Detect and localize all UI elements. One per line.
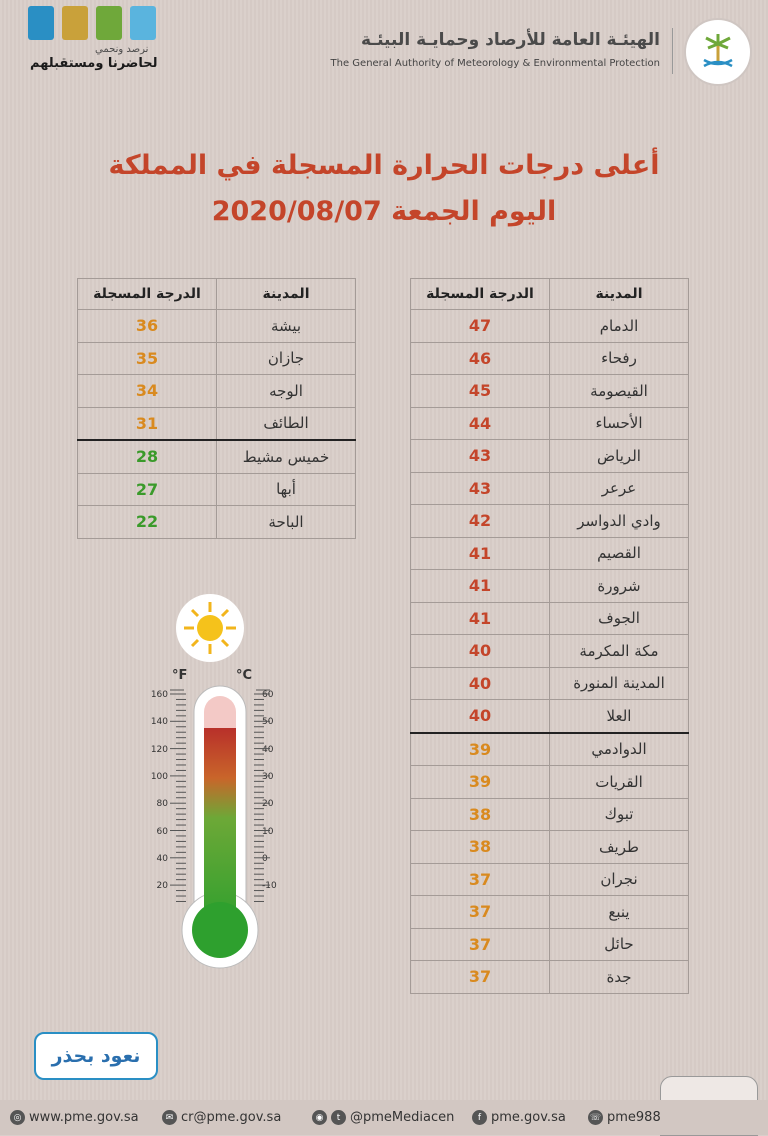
temp-column-header: الدرجة المسجلة: [411, 279, 550, 310]
temperature-cell: 44: [411, 407, 550, 440]
city-cell: شرورة: [550, 570, 689, 603]
temperature-cell: 38: [411, 798, 550, 831]
website-link[interactable]: www.pme.gov.sa: [29, 1110, 139, 1125]
wind-badge-icon: [130, 6, 156, 40]
header: [0, 0, 768, 100]
temperature-cell: 37: [411, 863, 550, 896]
table-row: [411, 310, 689, 343]
facebook-link[interactable]: pme.gov.sa: [491, 1110, 566, 1125]
temperature-cell: 22: [78, 506, 217, 539]
table-row: [78, 407, 356, 440]
temperature-cell: 38: [411, 831, 550, 864]
table-row: [411, 537, 689, 570]
table-row: [411, 798, 689, 831]
table-row: [411, 635, 689, 668]
temperature-cell: 43: [411, 440, 550, 473]
city-cell: طريف: [550, 831, 689, 864]
scale-tick-label: 30: [262, 771, 274, 782]
footer-social[interactable]: [312, 1110, 454, 1125]
page-title: أعلى درجات الحرارة المسجلة في المملكة: [108, 150, 660, 181]
temperature-cell: 39: [411, 733, 550, 766]
slogan-small: نرصد ونحمي: [95, 44, 149, 55]
scale-tick-label: 40: [156, 853, 168, 864]
city-cell: أبها: [217, 473, 356, 506]
mail-icon: ✉: [162, 1110, 177, 1125]
headset-icon: ☏: [588, 1110, 603, 1125]
table-row: [411, 863, 689, 896]
city-column-header: المدينة: [217, 279, 356, 310]
table-row: [411, 667, 689, 700]
page-date: اليوم الجمعة 2020/08/07: [211, 196, 557, 227]
temperature-cell: 31: [78, 407, 217, 440]
footer: [0, 1100, 768, 1135]
city-cell: رفحاء: [550, 342, 689, 375]
right-temperature-table: [410, 278, 689, 994]
table-row: [78, 506, 356, 539]
table-row: [411, 570, 689, 603]
table-row: [411, 472, 689, 505]
city-cell: القريات: [550, 766, 689, 799]
temperature-cell: 47: [411, 310, 550, 343]
table-row: [78, 440, 356, 473]
city-cell: تبوك: [550, 798, 689, 831]
table-row: [411, 928, 689, 961]
temperature-cell: 37: [411, 961, 550, 994]
email-link[interactable]: cr@pme.gov.sa: [181, 1110, 282, 1125]
thermometer-icon: [150, 668, 290, 978]
city-cell: الدوادمي: [550, 733, 689, 766]
table-row: [78, 375, 356, 408]
temperature-cell: 41: [411, 570, 550, 603]
scale-tick-label: 120: [150, 744, 168, 755]
sun-icon: [176, 594, 244, 662]
table-row: [411, 602, 689, 635]
water-badge-icon: [28, 6, 54, 40]
scale-tick-label: 50: [262, 717, 274, 728]
temperature-cell: 35: [78, 342, 217, 375]
scale-tick-label: -10: [262, 881, 277, 892]
temperature-cell: 46: [411, 342, 550, 375]
city-cell: الرياض: [550, 440, 689, 473]
city-cell: الباحة: [217, 506, 356, 539]
city-cell: القيصومة: [550, 375, 689, 408]
city-cell: جازان: [217, 342, 356, 375]
footer-phone[interactable]: [588, 1110, 661, 1125]
city-cell: الجوف: [550, 602, 689, 635]
temperature-cell: 27: [78, 473, 217, 506]
table-row: [78, 342, 356, 375]
temperature-cell: 40: [411, 635, 550, 668]
table-row: [411, 375, 689, 408]
city-cell: المدينة المنورة: [550, 667, 689, 700]
temperature-cell: 45: [411, 375, 550, 408]
table-row: [411, 505, 689, 538]
left-temperature-table: [77, 278, 356, 539]
social-handle[interactable]: @pmeMediacen: [350, 1110, 455, 1125]
temperature-cell: 43: [411, 472, 550, 505]
temperature-cell: 42: [411, 505, 550, 538]
temperature-cell: 41: [411, 537, 550, 570]
scale-tick-label: 140: [150, 717, 168, 728]
scale-tick-label: 20: [156, 881, 168, 892]
temperature-cell: 37: [411, 928, 550, 961]
city-cell: خميس مشيط: [217, 440, 356, 473]
scale-tick-label: 100: [150, 771, 168, 782]
city-cell: العلا: [550, 700, 689, 733]
city-cell: الطائف: [217, 407, 356, 440]
city-cell: الوجه: [217, 375, 356, 408]
table-row: [411, 896, 689, 929]
slogan-big: لحاضرنا ومستقبلهم: [30, 56, 158, 71]
temperature-cell: 36: [78, 310, 217, 343]
fahrenheit-label: °F: [172, 668, 188, 683]
footer-email[interactable]: [162, 1110, 281, 1125]
city-cell: الدمام: [550, 310, 689, 343]
table-row: [78, 310, 356, 343]
table-row: [411, 831, 689, 864]
instagram-icon: ◉: [312, 1110, 327, 1125]
scale-tick-label: 0: [262, 853, 268, 864]
table-row: [411, 342, 689, 375]
celsius-label: °C: [236, 668, 253, 683]
footer-website[interactable]: [10, 1110, 139, 1125]
campaign-logo: نعود بحذر: [34, 1032, 158, 1080]
temperature-cell: 40: [411, 667, 550, 700]
header-divider: [672, 28, 673, 74]
city-cell: جدة: [550, 961, 689, 994]
city-cell: وادي الدواسر: [550, 505, 689, 538]
scale-tick-label: 20: [262, 799, 274, 810]
city-cell: الأحساء: [550, 407, 689, 440]
temperature-cell: 39: [411, 766, 550, 799]
plant-badge-icon: [96, 6, 122, 40]
table-row: [411, 407, 689, 440]
temperature-cell: 41: [411, 602, 550, 635]
globe-icon: ◎: [10, 1110, 25, 1125]
scale-tick-label: 60: [262, 690, 274, 700]
table-row: [411, 733, 689, 766]
footer-facebook[interactable]: [472, 1110, 566, 1125]
scale-tick-label: 160: [150, 690, 168, 700]
palm-swords-emblem-icon: [684, 18, 752, 86]
city-cell: مكة المكرمة: [550, 635, 689, 668]
twitter-icon: t: [331, 1110, 346, 1125]
table-row: [411, 700, 689, 733]
temperature-cell: 34: [78, 375, 217, 408]
city-cell: القصيم: [550, 537, 689, 570]
facebook-icon: f: [472, 1110, 487, 1125]
city-column-header: المدينة: [550, 279, 689, 310]
table-row: [411, 440, 689, 473]
table-row: [411, 961, 689, 994]
city-cell: ينبع: [550, 896, 689, 929]
org-name-english: The General Authority of Meteorology & Environmental Protection: [330, 58, 660, 69]
scale-tick-label: 40: [262, 744, 274, 755]
city-cell: بيشة: [217, 310, 356, 343]
temp-column-header: الدرجة المسجلة: [78, 279, 217, 310]
city-cell: عرعر: [550, 472, 689, 505]
city-cell: حائل: [550, 928, 689, 961]
org-name-arabic: الهيئـة العامة للأرصاد وحمايـة البيئـة: [361, 30, 660, 50]
table-row: [411, 766, 689, 799]
sand-badge-icon: [62, 6, 88, 40]
scale-tick-label: 10: [262, 826, 274, 837]
temperature-cell: 37: [411, 896, 550, 929]
city-cell: نجران: [550, 863, 689, 896]
temperature-cell: 28: [78, 440, 217, 473]
table-row: [78, 473, 356, 506]
scale-tick-label: 60: [156, 826, 168, 837]
phone-number[interactable]: pme988: [607, 1110, 661, 1125]
scale-tick-label: 80: [156, 799, 168, 810]
temperature-cell: 40: [411, 700, 550, 733]
slogan-logo: [28, 6, 168, 46]
